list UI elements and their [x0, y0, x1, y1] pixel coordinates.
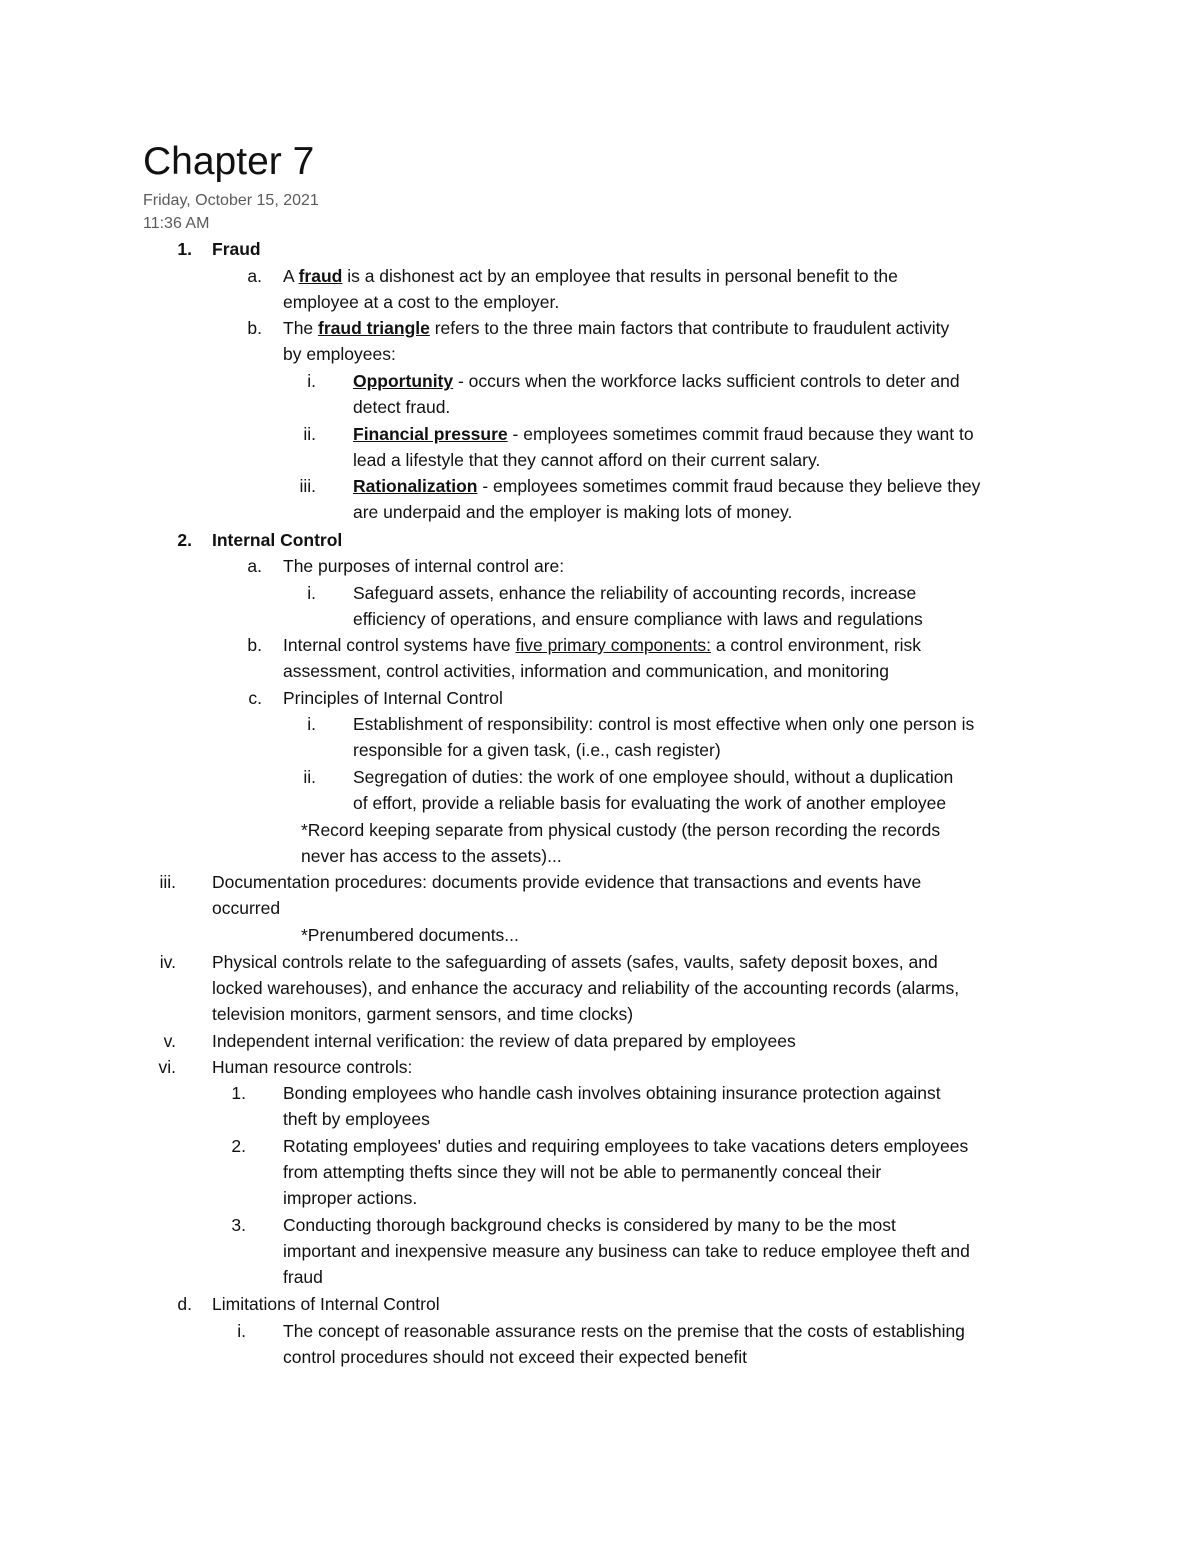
list-marker: i.	[237, 1321, 246, 1341]
text: Internal control systems have	[283, 635, 516, 655]
note-cont: never has access to the assets)...	[301, 846, 562, 866]
term: Financial pressure	[353, 424, 508, 444]
list-item-cont: employee at a cost to the employer.	[283, 292, 560, 312]
list-marker: iv.	[159, 952, 176, 972]
text: - employees sometimes commit fraud because they believe they	[477, 476, 981, 496]
section-heading: Fraud	[212, 239, 261, 259]
list-marker: ii.	[303, 767, 316, 787]
text: The	[283, 318, 319, 338]
list-item-cont: by employees:	[283, 344, 396, 364]
text: - occurs when the workforce lacks sufficient controls to deter and	[453, 371, 960, 391]
list-item	[353, 421, 974, 447]
text: is a dishonest act by an employee that results in personal benefit to the	[342, 266, 898, 286]
term: five primary components:	[515, 635, 711, 655]
list-item: Documentation procedures: documents provide evidence that transactions and events have	[212, 872, 922, 892]
list-marker: iii.	[299, 476, 316, 496]
list-item-cont: responsible for a given task, (i.e., cash register)	[353, 740, 721, 760]
text: a control environment, risk	[710, 635, 922, 655]
list-item-cont: of effort, provide a reliable basis for evaluating the work of another employee	[353, 793, 947, 813]
list-marker: d.	[177, 1294, 192, 1314]
list-item: Rotating employees' duties and requiring employees to take vacations deters employees	[283, 1136, 969, 1156]
list-item: Segregation of duties: the work of one employee should, without a duplication	[353, 767, 954, 787]
note: *Prenumbered documents...	[301, 925, 519, 945]
page-date: Friday, October 15, 2021	[143, 192, 319, 209]
text: A	[283, 266, 299, 286]
list-item: The purposes of internal control are:	[283, 556, 565, 576]
list-item: Independent internal verification: the review of data prepared by employees	[212, 1031, 796, 1051]
term: fraud	[298, 266, 343, 286]
list-item: Human resource controls:	[212, 1057, 413, 1077]
note: *Record keeping separate from physical custody (the person recording the records	[301, 820, 941, 840]
list-item: Establishment of responsibility: control is most effective when only one person is	[353, 714, 975, 734]
page-title: Chapter 7	[143, 140, 315, 183]
list-item-cont: television monitors, garment sensors, and time clocks)	[212, 1004, 634, 1024]
list-marker: a.	[247, 266, 262, 286]
list-item-cont: detect fraud.	[353, 397, 451, 417]
term: Rationalization	[353, 476, 478, 496]
list-item	[353, 473, 980, 499]
list-item-cont: fraud	[283, 1267, 323, 1287]
list-item: Safeguard assets, enhance the reliability of accounting records, increase	[353, 583, 917, 603]
section-heading: Internal Control	[212, 530, 343, 550]
list-marker: v.	[163, 1031, 176, 1051]
text: refers to the three main factors that contribute to fraudulent activity	[429, 318, 950, 338]
list-marker: iii.	[159, 872, 176, 892]
list-item	[283, 632, 921, 658]
list-marker: b.	[247, 318, 262, 338]
term: fraud triangle	[318, 318, 430, 338]
list-item-cont: occurred	[212, 898, 281, 918]
list-marker: b.	[247, 635, 262, 655]
list-item: The concept of reasonable assurance rests on the premise that the costs of establishing	[283, 1321, 965, 1341]
list-item-cont: theft by employees	[283, 1109, 430, 1129]
list-item: Bonding employees who handle cash involves obtaining insurance protection against	[283, 1083, 941, 1103]
list-item: Conducting thorough background checks is considered by many to be the most	[283, 1215, 896, 1235]
list-marker: vi.	[158, 1057, 176, 1077]
list-item	[283, 315, 949, 341]
list-marker: 1.	[177, 239, 192, 259]
list-marker: 2.	[231, 1136, 246, 1156]
list-item-cont: lead a lifestyle that they cannot afford on their current salary.	[353, 450, 821, 470]
list-item	[283, 263, 898, 289]
list-marker: i.	[307, 583, 316, 603]
list-item-cont: control procedures should not exceed their expected benefit	[283, 1347, 748, 1367]
list-item	[353, 368, 960, 394]
list-marker: i.	[307, 714, 316, 734]
text: - employees sometimes commit fraud because they want to	[507, 424, 974, 444]
list-item: Principles of Internal Control	[283, 688, 503, 708]
list-item: Physical controls relate to the safeguarding of assets (safes, vaults, safety deposit boxes, and	[212, 952, 938, 972]
list-item-cont: assessment, control activities, information and communication, and monitoring	[283, 661, 889, 681]
list-item-cont: improper actions.	[283, 1188, 418, 1208]
list-marker: 1.	[231, 1083, 246, 1103]
list-marker: ii.	[303, 424, 316, 444]
list-item-cont: locked warehouses), and enhance the accuracy and reliability of the accounting records (alarms,	[212, 978, 960, 998]
list-marker: 2.	[177, 530, 192, 550]
list-marker: c.	[248, 688, 262, 708]
term: Opportunity	[353, 371, 454, 391]
list-marker: i.	[307, 371, 316, 391]
list-item-cont: important and inexpensive measure any business can take to reduce employee theft and	[283, 1241, 970, 1261]
list-item-cont: efficiency of operations, and ensure compliance with laws and regulations	[353, 609, 923, 629]
list-marker: a.	[247, 556, 262, 576]
list-item: Limitations of Internal Control	[212, 1294, 440, 1314]
list-item-cont: from attempting thefts since they will not be able to permanently conceal their	[283, 1162, 882, 1182]
list-item-cont: are underpaid and the employer is making lots of money.	[353, 502, 793, 522]
list-marker: 3.	[231, 1215, 246, 1235]
page-time: 11:36 AM	[143, 215, 210, 232]
